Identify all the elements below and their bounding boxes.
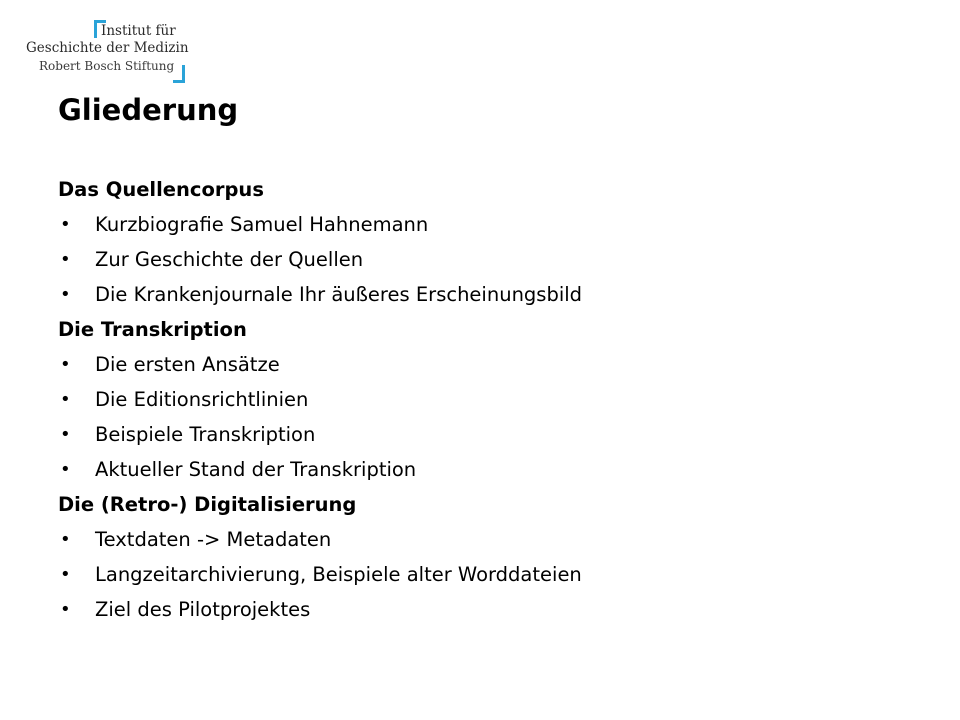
bullet-icon: • — [60, 284, 71, 305]
logo-line-institut: Institut für — [101, 23, 176, 39]
bullet-icon: • — [60, 354, 71, 375]
section-heading-quellencorpus: Das Quellencorpus — [58, 178, 264, 201]
section-heading-transkription: Die Transkription — [58, 318, 247, 341]
bullet-icon: • — [60, 424, 71, 445]
list-item-text: Die ersten Ansätze — [95, 353, 280, 376]
list-item — [58, 277, 918, 312]
bullet-icon: • — [60, 214, 71, 235]
list-item — [58, 242, 918, 277]
list-item — [58, 382, 918, 417]
bullet-icon: • — [60, 564, 71, 585]
list-item — [58, 592, 918, 627]
list-item — [58, 417, 918, 452]
logo-bracket-bottom — [182, 65, 185, 83]
list-item-text: Die Editionsrichtlinien — [95, 388, 309, 411]
bullet-icon: • — [60, 389, 71, 410]
list-item — [58, 347, 918, 382]
list-item — [58, 452, 918, 487]
institute-logo — [26, 20, 191, 86]
list-item-text: Ziel des Pilotprojektes — [95, 598, 311, 621]
logo-line-geschichte: Geschichte der Medizin — [26, 40, 189, 56]
list-item-text: Beispiele Transkription — [95, 423, 316, 446]
logo-bracket-top — [94, 20, 97, 38]
slide-title: Gliederung — [58, 93, 239, 127]
bullet-icon: • — [60, 599, 71, 620]
bullet-icon: • — [60, 249, 71, 270]
bullet-icon: • — [60, 529, 71, 550]
list-item — [58, 207, 918, 242]
list-item-text: Textdaten -> Metadaten — [95, 528, 332, 551]
list-item-text: Langzeitarchivierung, Beispiele alter Worddateien — [95, 563, 582, 586]
list-item-text: Zur Geschichte der Quellen — [95, 248, 364, 271]
list-item — [58, 557, 918, 592]
outline-content — [58, 172, 918, 627]
list-item — [58, 522, 918, 557]
list-item-text: Aktueller Stand der Transkription — [95, 458, 417, 481]
logo-line-stiftung: Robert Bosch Stiftung — [39, 59, 175, 73]
bullet-icon: • — [60, 459, 71, 480]
list-item-text: Die Krankenjournale Ihr äußeres Erscheinungsbild — [95, 283, 583, 306]
list-item-text: Kurzbiografie Samuel Hahnemann — [95, 213, 429, 236]
section-heading-digitalisierung: Die (Retro-) Digitalisierung — [58, 493, 357, 516]
